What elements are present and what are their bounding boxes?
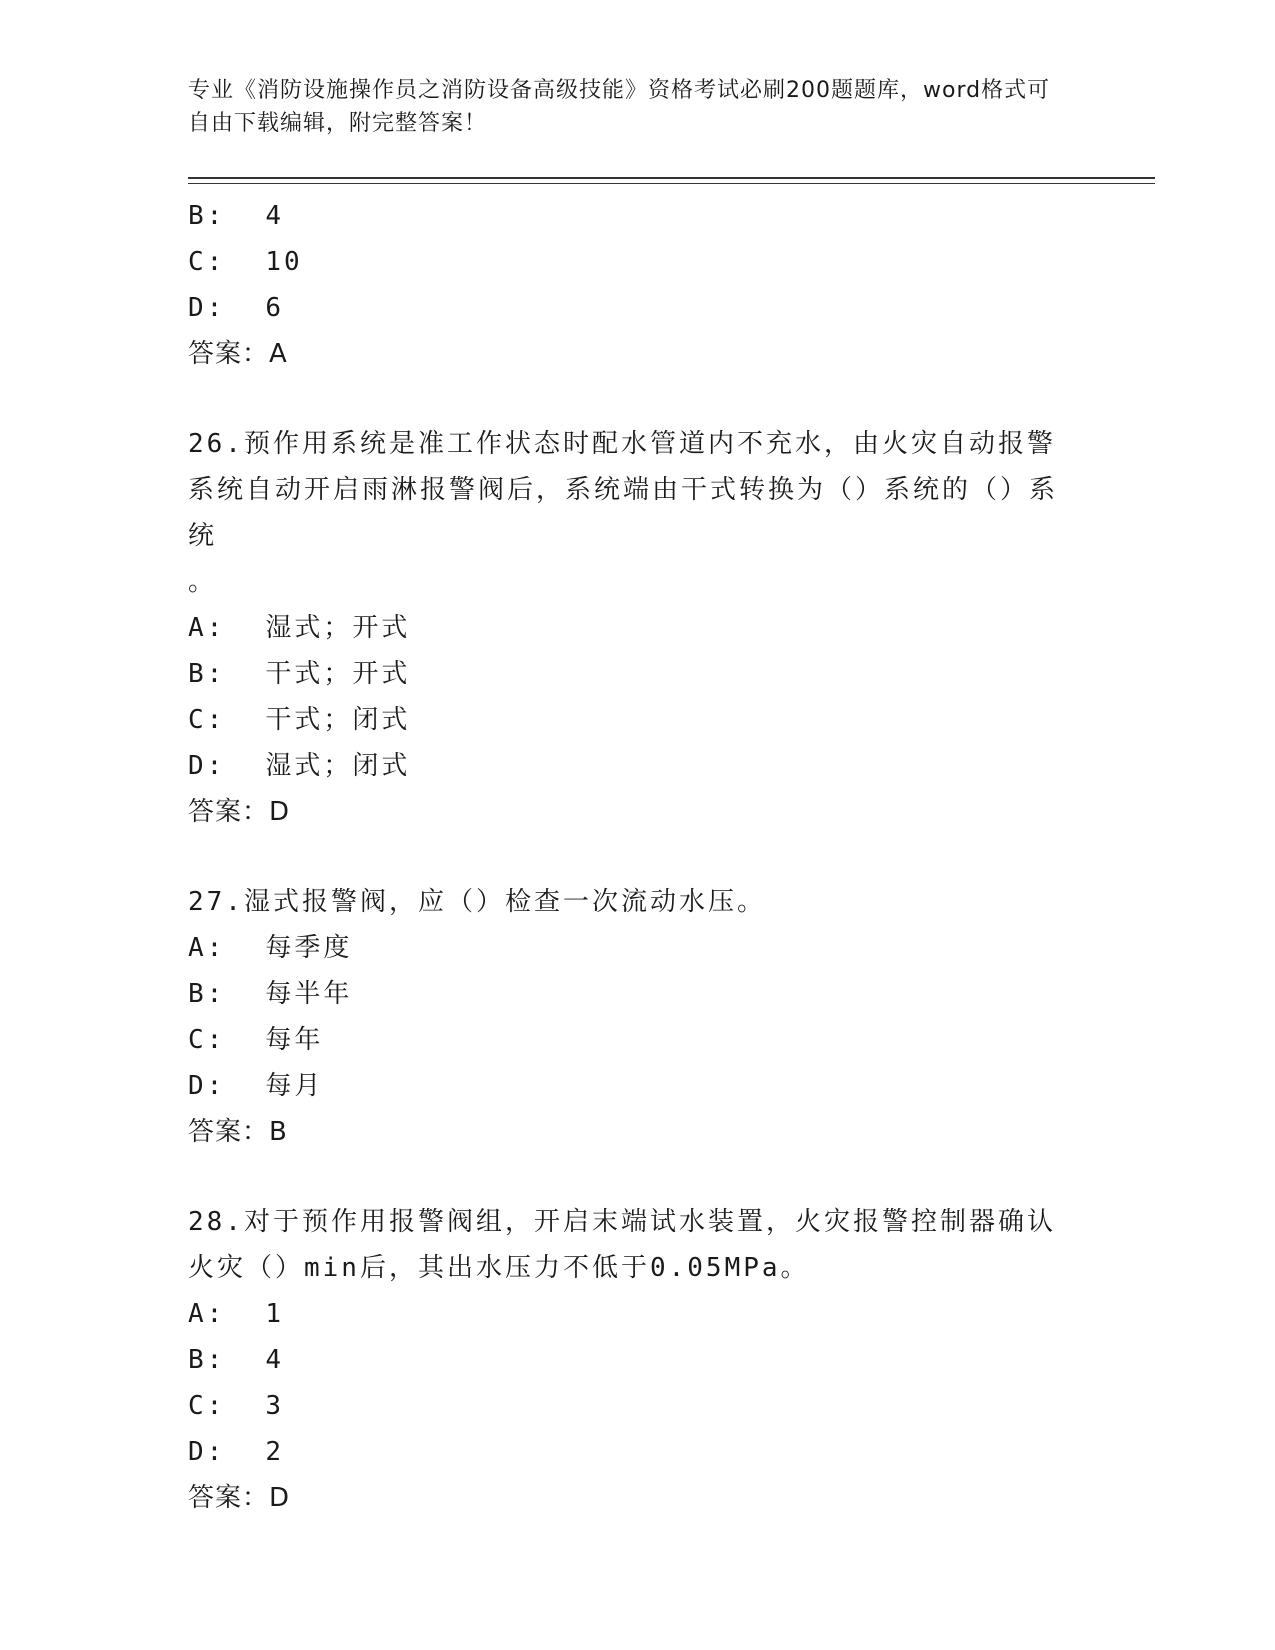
question-27-option-d: D: 每月: [188, 1071, 324, 1101]
question-27-option-c: C: 每年: [188, 1025, 324, 1055]
question-28-answer: 答案：D: [188, 1483, 291, 1513]
option-d: D: 6: [188, 293, 284, 323]
question-26-option-a: A: 湿式；开式: [188, 613, 411, 643]
header-text: 专业《消防设施操作员之消防设备高级技能》资格考试必刷200题题库，word格式可自由下载编辑，附完整答案！: [188, 78, 1051, 136]
question-28-stem: 28.对于预作用报警阀组，开启末端试水装置，火灾报警控制器确认火灾（）min后，其出水压力不低于0.05MPa。: [188, 1207, 1056, 1283]
question-27-option-a: A: 每季度: [188, 933, 353, 963]
question-27-stem: 27.湿式报警阀，应（）检查一次流动水压。: [188, 887, 766, 917]
question-26-stem: 26.预作用系统是准工作状态时配水管道内不充水，由火灾自动报警系统自动开启雨淋报警阀后，系统端由干式转换为（）系统的（）系统: [188, 429, 1059, 551]
question-26-answer: 答案：D: [188, 797, 291, 827]
question-26-option-d: D: 湿式；闭式: [188, 751, 411, 781]
question-content: [188, 193, 1088, 1521]
question-26-option-b: B: 干式；开式: [188, 659, 411, 689]
option-b: B: 4: [188, 201, 284, 231]
question-28-option-d: D: 2: [188, 1437, 284, 1467]
option-c: C: 10: [188, 247, 303, 277]
header-rule-thick: [188, 177, 1155, 179]
header-rule-thin: [188, 183, 1155, 184]
question-27-answer: 答案：B: [188, 1117, 288, 1147]
answer: 答案：A: [188, 339, 288, 369]
question-26-stem-tail: 。: [188, 567, 218, 597]
question-27-option-b: B: 每半年: [188, 979, 353, 1009]
page-header: [188, 74, 1068, 140]
question-28-option-a: A: 1: [188, 1299, 284, 1329]
question-28-option-b: B: 4: [188, 1345, 284, 1375]
question-28-option-c: C: 3: [188, 1391, 284, 1421]
question-26-option-c: C: 干式；闭式: [188, 705, 411, 735]
